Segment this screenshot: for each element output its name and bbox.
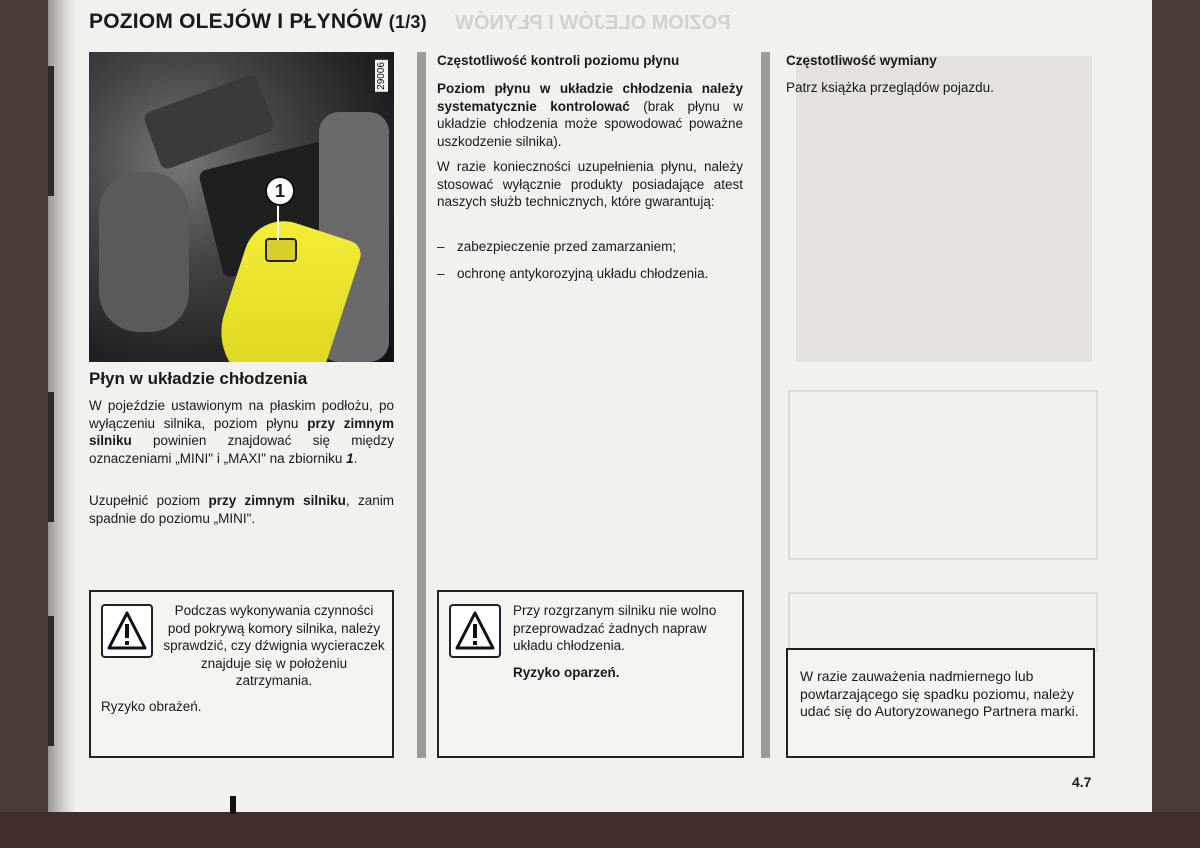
- section-heading: Płyn w układzie chłodzenia: [89, 369, 308, 388]
- column-divider: [417, 52, 426, 758]
- engine-bay-photo: [89, 52, 394, 362]
- bleed-through-box: [788, 390, 1098, 560]
- scan-background: [0, 812, 1200, 848]
- callout-marker: 1: [265, 176, 295, 206]
- page-tab-marker: [48, 66, 54, 196]
- warning-risk: Ryzyko oparzeń.: [513, 665, 620, 680]
- paragraph: Patrz książka przeglądów pojazdu.: [786, 80, 994, 95]
- warning-text: Podczas wykonywania czynności pod pokrywą komory silnika, należy sprawdzić, czy dźwignia wycieraczek znajduje się w położeniu zatrzymania.: [163, 603, 385, 688]
- warning-box: [437, 590, 744, 758]
- paragraph: Uzupełnić poziom przy zimnym silniku, zanim spadnie do poziomu „MINI".: [89, 493, 394, 526]
- bleed-through-photo: [796, 56, 1092, 362]
- paragraph: W razie konieczności uzupełnienia płynu, należy stosować wyłącznie produkty posiadające atest naszych służb technicznych, które gwarantują:: [437, 159, 743, 209]
- warning-text: Przy rozgrzanym silniku nie wolno przeprowadzać żadnych napraw układu chłodzenia.: [513, 603, 717, 653]
- section-heading: Częstotliwość kontroli poziomu płynu: [437, 53, 680, 68]
- list-item: – ochronę antykorozyjną układu chłodzenia.: [437, 265, 743, 283]
- paragraph: W pojeździe ustawionym na płaskim podłożu, po wyłączeniu silnika, poziom płynu przy zimnym silniku powinien znajdować się między oznaczeniami „MINI" i „MAXI" na zbiorniku 1.: [89, 398, 394, 466]
- warning-triangle-icon: [101, 604, 153, 658]
- bleed-through-title: POZIOM OLEJÓW I PŁYNÓW: [455, 12, 731, 34]
- print-mark: [230, 796, 236, 814]
- bleed-through-box: [788, 592, 1098, 652]
- image-code: 29006: [376, 62, 387, 90]
- page-number: 4.7: [1072, 774, 1092, 790]
- notice-text: W razie zauważenia nadmiernego lub powtarzającego się spadku poziomu, należy udać się do Autoryzowanego Partnera marki.: [800, 668, 1079, 719]
- page-title: POZIOM OLEJÓW I PŁYNÓW (1/3): [89, 10, 427, 33]
- column-divider: [761, 52, 770, 758]
- list-item: – zabezpieczenie przed zamarzaniem;: [437, 238, 743, 256]
- page-tab-marker: [48, 616, 54, 746]
- page-tab-marker: [48, 392, 54, 522]
- paragraph: Poziom płynu w układzie chłodzenia należy systematycznie kontrolować (brak płynu w układzie chłodzenia może spowodować poważne uszkodzenie silnika).: [437, 81, 743, 149]
- warning-risk: Ryzyko obrażeń.: [101, 699, 202, 714]
- reservoir-cap: [265, 238, 297, 262]
- notice-box: [786, 648, 1095, 758]
- warning-box: [89, 590, 394, 758]
- section-heading: Częstotliwość wymiany: [786, 53, 937, 68]
- warning-triangle-icon: [449, 604, 501, 658]
